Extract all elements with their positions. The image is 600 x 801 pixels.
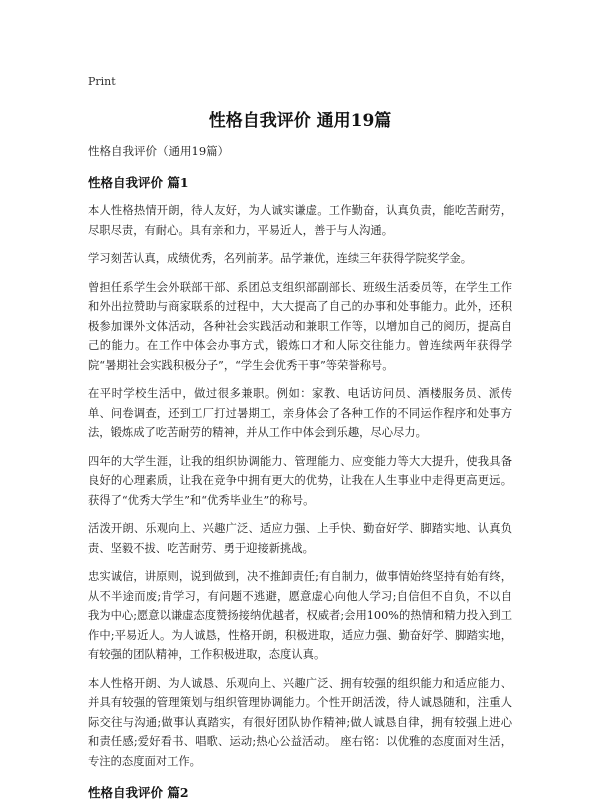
paragraph: 在平时学校生活中，做过很多兼职。例如：家教、电话访问员、酒楼服务员、派传单、问卷调查，还到工厂打过暑期工，亲身体会了各种工作的不同运作程序和处事方法，锻炼成了吃苦耐劳的精神，并从工作中体会到乐趣，尽心尽力。 [88,387,512,439]
paragraph: 四年的大学生涯，让我的组织协调能力、管理能力、应变能力等大大提升，使我具备良好的心理素质，让我在竞争中拥有更大的优势，让我在人生事业中走得更高更远。获得了“优秀大学生”和“优秀毕业生”的称号。 [88,454,512,507]
paragraph: 本人性格开朗、为人诚恳、乐观向上、兴趣广泛、拥有较强的组织能力和适应能力、并具有较强的管理策划与组织管理协调能力。个性开朗活泼，待人诚恳随和，注重人际交往与沟通;做事认真踏实，有很好团队协作精神;做人诚恳自律，拥有较强上进心和责任感;爱好看书、唱歌、运动;热心公益活动。 座右铭：以优雅的态度面对生活，专注的态度面对工作。 [88,676,512,768]
paragraph: 活泼开朗、乐观向上、兴趣广泛、适应力强、上手快、勤奋好学、脚踏实地、认真负责、坚毅不拔、吃苦耐劳、勇于迎接新挑战。 [88,522,512,555]
section-heading: 性格自我评价 篇2 [88,785,189,800]
section-2 [88,783,512,801]
document-subtitle: 性格自我评价（通用19篇） [88,144,230,158]
section-1 [88,173,512,771]
print-link[interactable]: Print [88,75,116,88]
document-title: 性格自我评价 通用19篇 [208,111,392,131]
paragraph: 曾担任系学生会外联部干部、系团总支组织部副部长、班级生活委员等，在学生工作和外出拉赞助与商家联系的过程中，大大提高了自己的办事和处事能力。此外，还积极参加课外文体活动，各种社会实践活动和兼职工作等，以增加自己的阅历，提高自己的能力。在工作中体会办事方式，锻炼口才和人际交往能力。曾连续两年获得学院“暑期社会实践积极分子”，“学生会优秀干事”等荣誉称号。 [88,280,512,372]
section-heading: 性格自我评价 篇1 [88,175,189,190]
paragraph: 学习刻苦认真，成绩优秀，名列前茅。品学兼优，连续三年获得学院奖学金。 [88,252,473,265]
paragraph: 忠实诚信，讲原则，说到做到，决不推卸责任;有自制力，做事情始终坚持有始有终，从不半途而废;肯学习，有问题不逃避，愿意虚心向他人学习;自信但不自负，不以自我为中心;愿意以谦虚态度赞扬接纳优越者，权威者;会用100%的热情和精力投入到工作中;平易近人。为人诚恳，性格开朗，积极进取，适应力强、勤奋好学、脚踏实地，有较强的团队精神，工作积极进取，态度认真。 [88,570,513,661]
paragraph: 本人性格热情开朗，待人友好，为人诚实谦虚。工作勤奋，认真负责，能吃苦耐劳，尽职尽责，有耐心。具有亲和力，平易近人，善于与人沟通。 [88,204,512,237]
